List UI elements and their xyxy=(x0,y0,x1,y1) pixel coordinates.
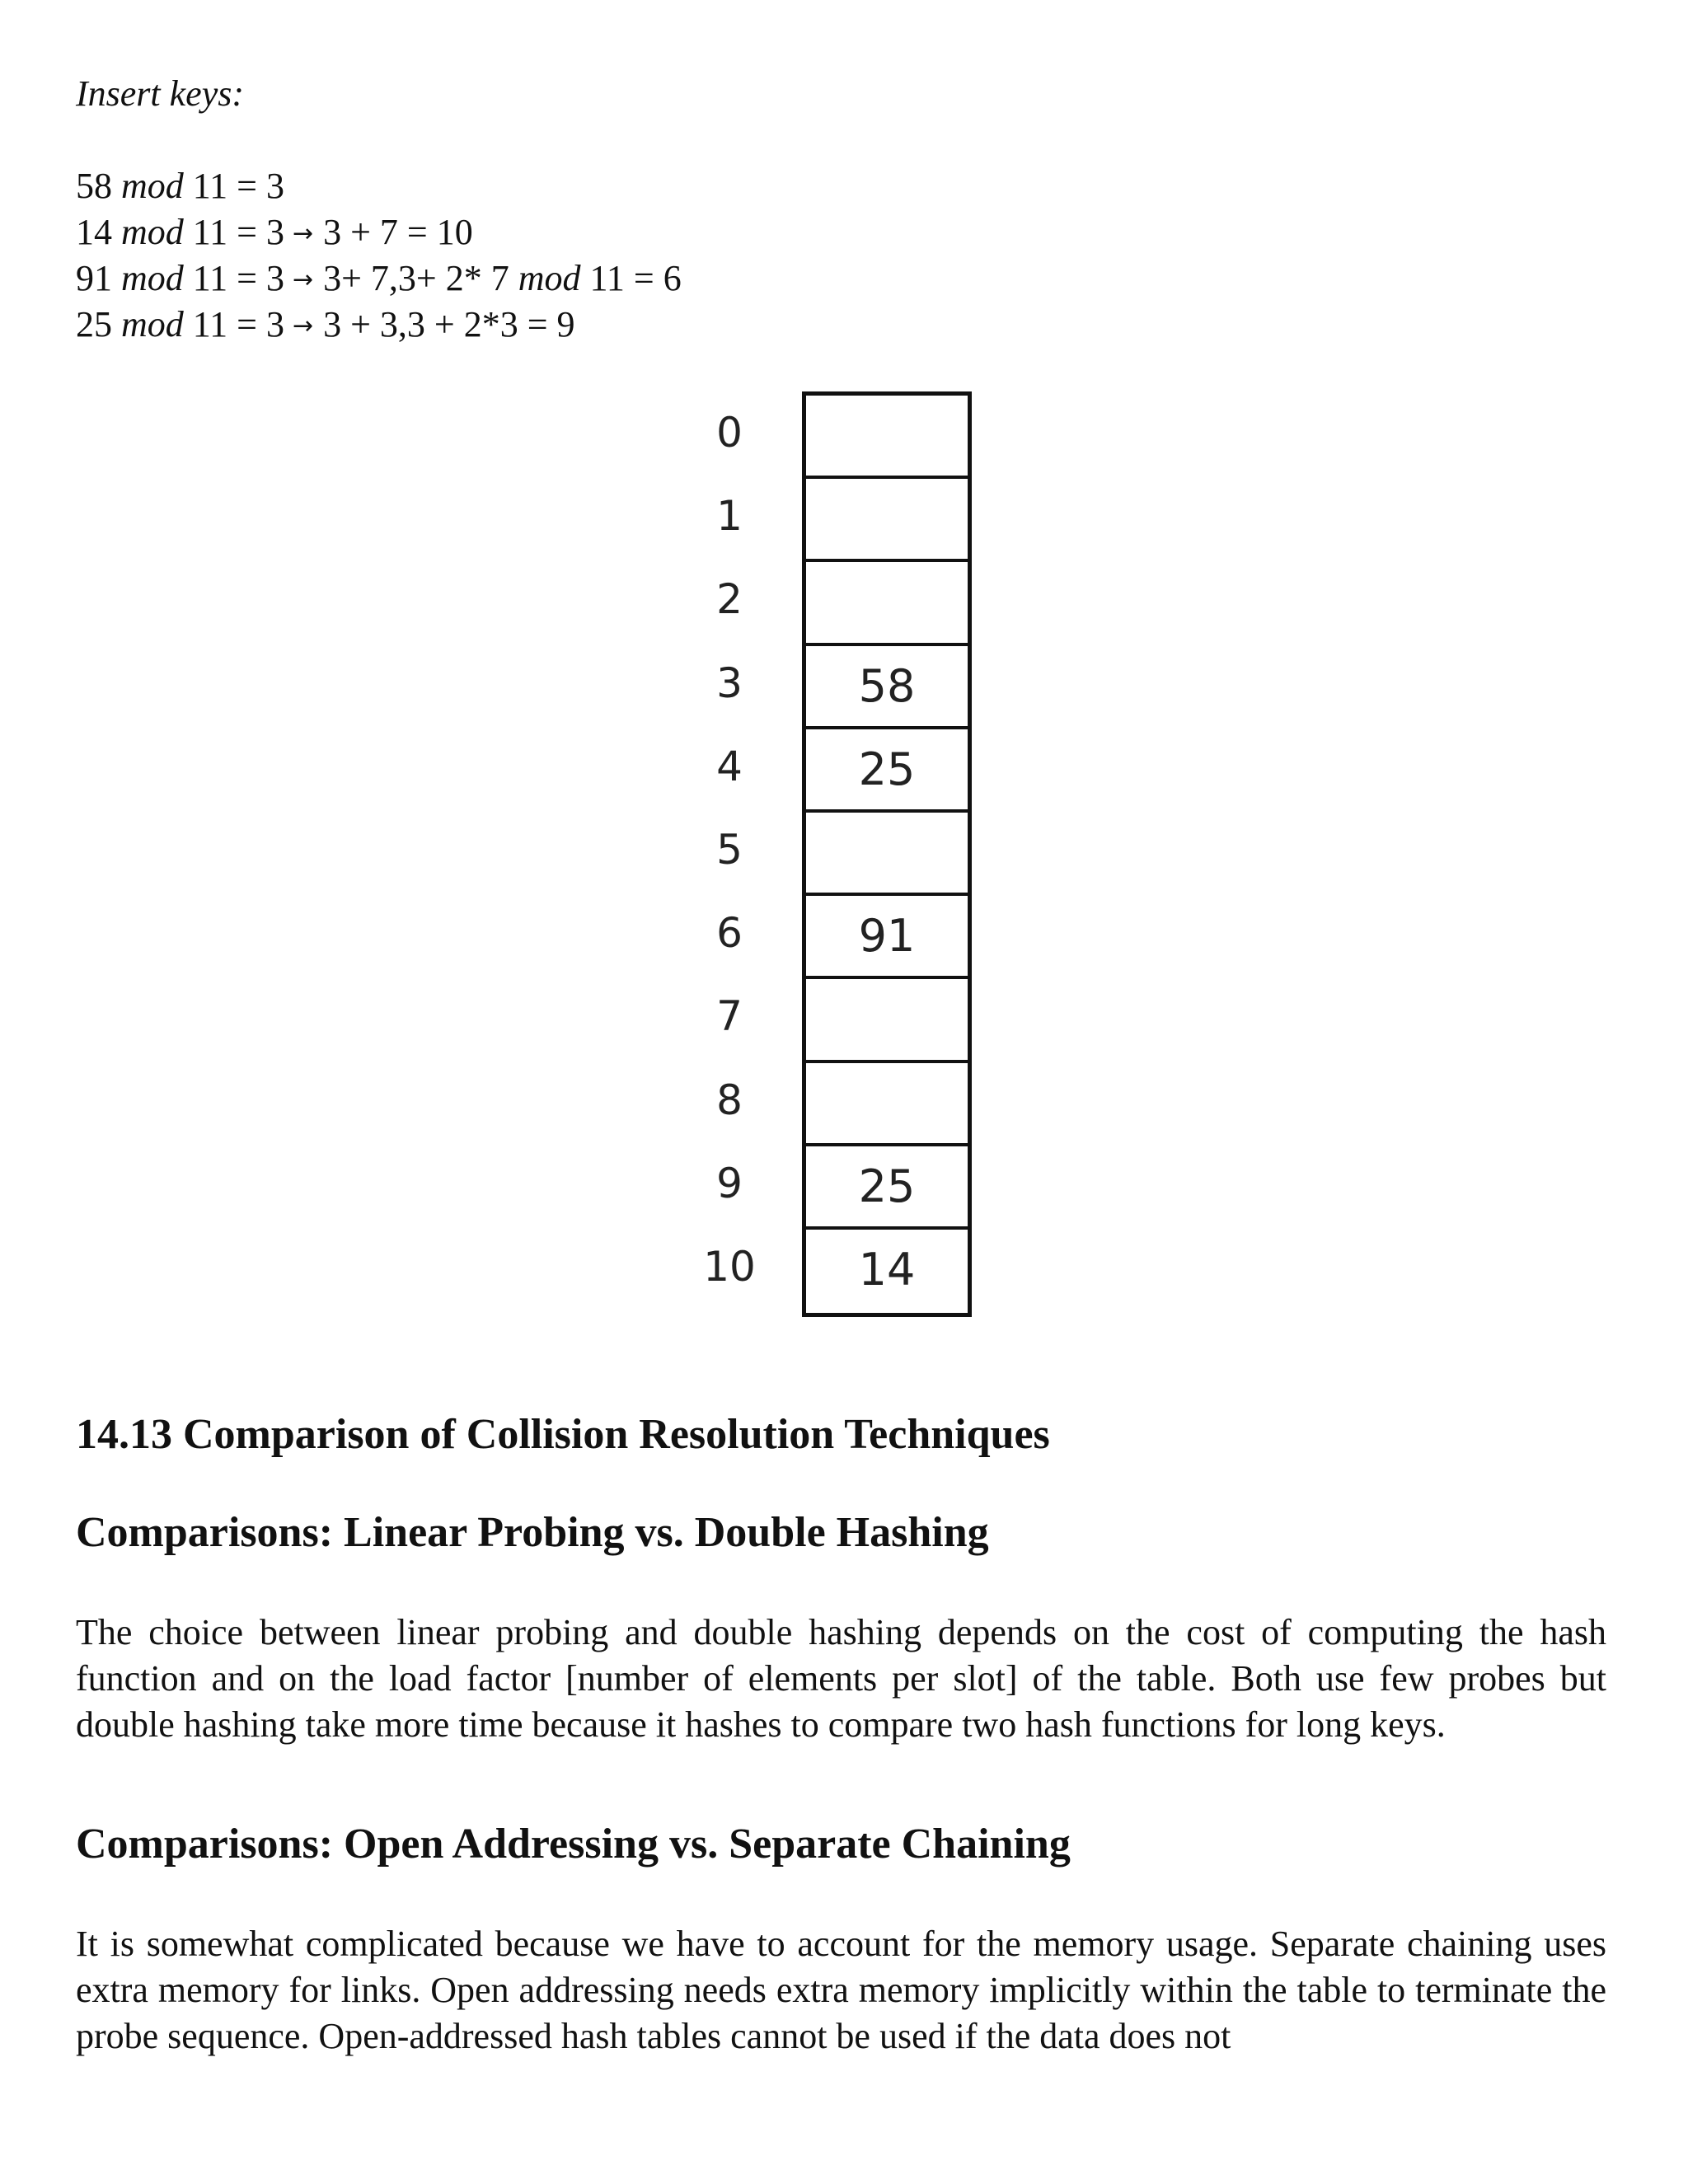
equation-result: 3 + 3,3 + 2*3 = 9 xyxy=(323,304,575,344)
equation-mod: mod xyxy=(121,304,184,344)
arrow-icon: → xyxy=(292,265,314,294)
arrow-icon: → xyxy=(292,312,314,340)
paragraph-open-vs-chaining: It is somewhat complicated because we have to account for the memory usage. Separate chaining uses extra memory for links. Open addressing needs extra memory implicitly within the table to terminate the probe sequence. Open-addressed hash tables cannot be used if the data does not xyxy=(76,1924,1606,2056)
equation-line-1 xyxy=(76,163,682,209)
equation-result-b: 11 = 6 xyxy=(580,258,682,298)
table-slot xyxy=(806,479,968,562)
slot-index: 1 xyxy=(716,492,743,541)
table-slot xyxy=(806,979,968,1062)
equation-key: 25 xyxy=(76,304,112,344)
hash-table-figure xyxy=(684,391,981,1319)
equation-result-mod: mod xyxy=(518,258,581,298)
equation-line-3 xyxy=(76,255,682,302)
equation-rest: 11 = 3 xyxy=(192,258,284,298)
slot-index: 3 xyxy=(716,658,743,707)
slot-index: 10 xyxy=(703,1242,756,1291)
slot-index: 9 xyxy=(716,1159,743,1207)
equation-mod: mod xyxy=(121,166,184,206)
equation-key: 91 xyxy=(76,258,112,298)
slot-index: 5 xyxy=(716,825,743,874)
table-slot xyxy=(806,396,968,479)
table-slot: 25 xyxy=(806,1146,968,1230)
subsection-title-open-vs-chaining: Comparisons: Open Addressing vs. Separate Chaining xyxy=(76,1821,1071,1868)
slot-index: 8 xyxy=(716,1076,743,1124)
table-slot: 91 xyxy=(806,896,968,979)
hash-equations xyxy=(76,163,682,348)
slot-index: 2 xyxy=(716,575,743,624)
slot-index: 0 xyxy=(716,409,743,457)
equation-result: 3 + 7 = 10 xyxy=(323,212,473,252)
table-slot xyxy=(806,1063,968,1146)
hash-table-indices xyxy=(684,391,775,1309)
slot-index: 4 xyxy=(716,742,743,790)
equation-key: 58 xyxy=(76,166,112,206)
insert-keys-label: Insert keys: xyxy=(76,73,245,114)
slot-index: 6 xyxy=(716,909,743,958)
equation-mod: mod xyxy=(121,258,184,298)
equation-rest: 11 = 3 xyxy=(192,212,284,252)
table-slot: 14 xyxy=(858,1243,916,1296)
arrow-icon: → xyxy=(292,219,314,248)
equation-rest: 11 = 3 xyxy=(192,166,284,206)
table-slot: 25 xyxy=(806,729,968,813)
hash-table-slots xyxy=(802,391,972,1317)
subsection-title-linear-vs-double: Comparisons: Linear Probing vs. Double Hashing xyxy=(76,1509,989,1556)
slot-index: 7 xyxy=(716,992,743,1041)
equation-result-a: 3+ 7,3+ 2* 7 xyxy=(323,258,518,298)
equation-line-2 xyxy=(76,209,682,255)
equation-mod: mod xyxy=(121,212,184,252)
table-slot xyxy=(806,562,968,645)
equation-line-4 xyxy=(76,302,682,348)
table-slot xyxy=(806,813,968,896)
table-slot: 58 xyxy=(806,646,968,729)
equation-key: 14 xyxy=(76,212,112,252)
section-title: 14.13 Comparison of Collision Resolution Techniques xyxy=(76,1411,1050,1458)
equation-rest: 11 = 3 xyxy=(192,304,284,344)
paragraph-linear-vs-double: The choice between linear probing and double hashing depends on the cost of computing the hash function and on the load factor [number of elements per slot] of the table. Both use few probes but double hashing take more time because it hashes to compare two hash functions for long keys. xyxy=(76,1612,1606,1745)
